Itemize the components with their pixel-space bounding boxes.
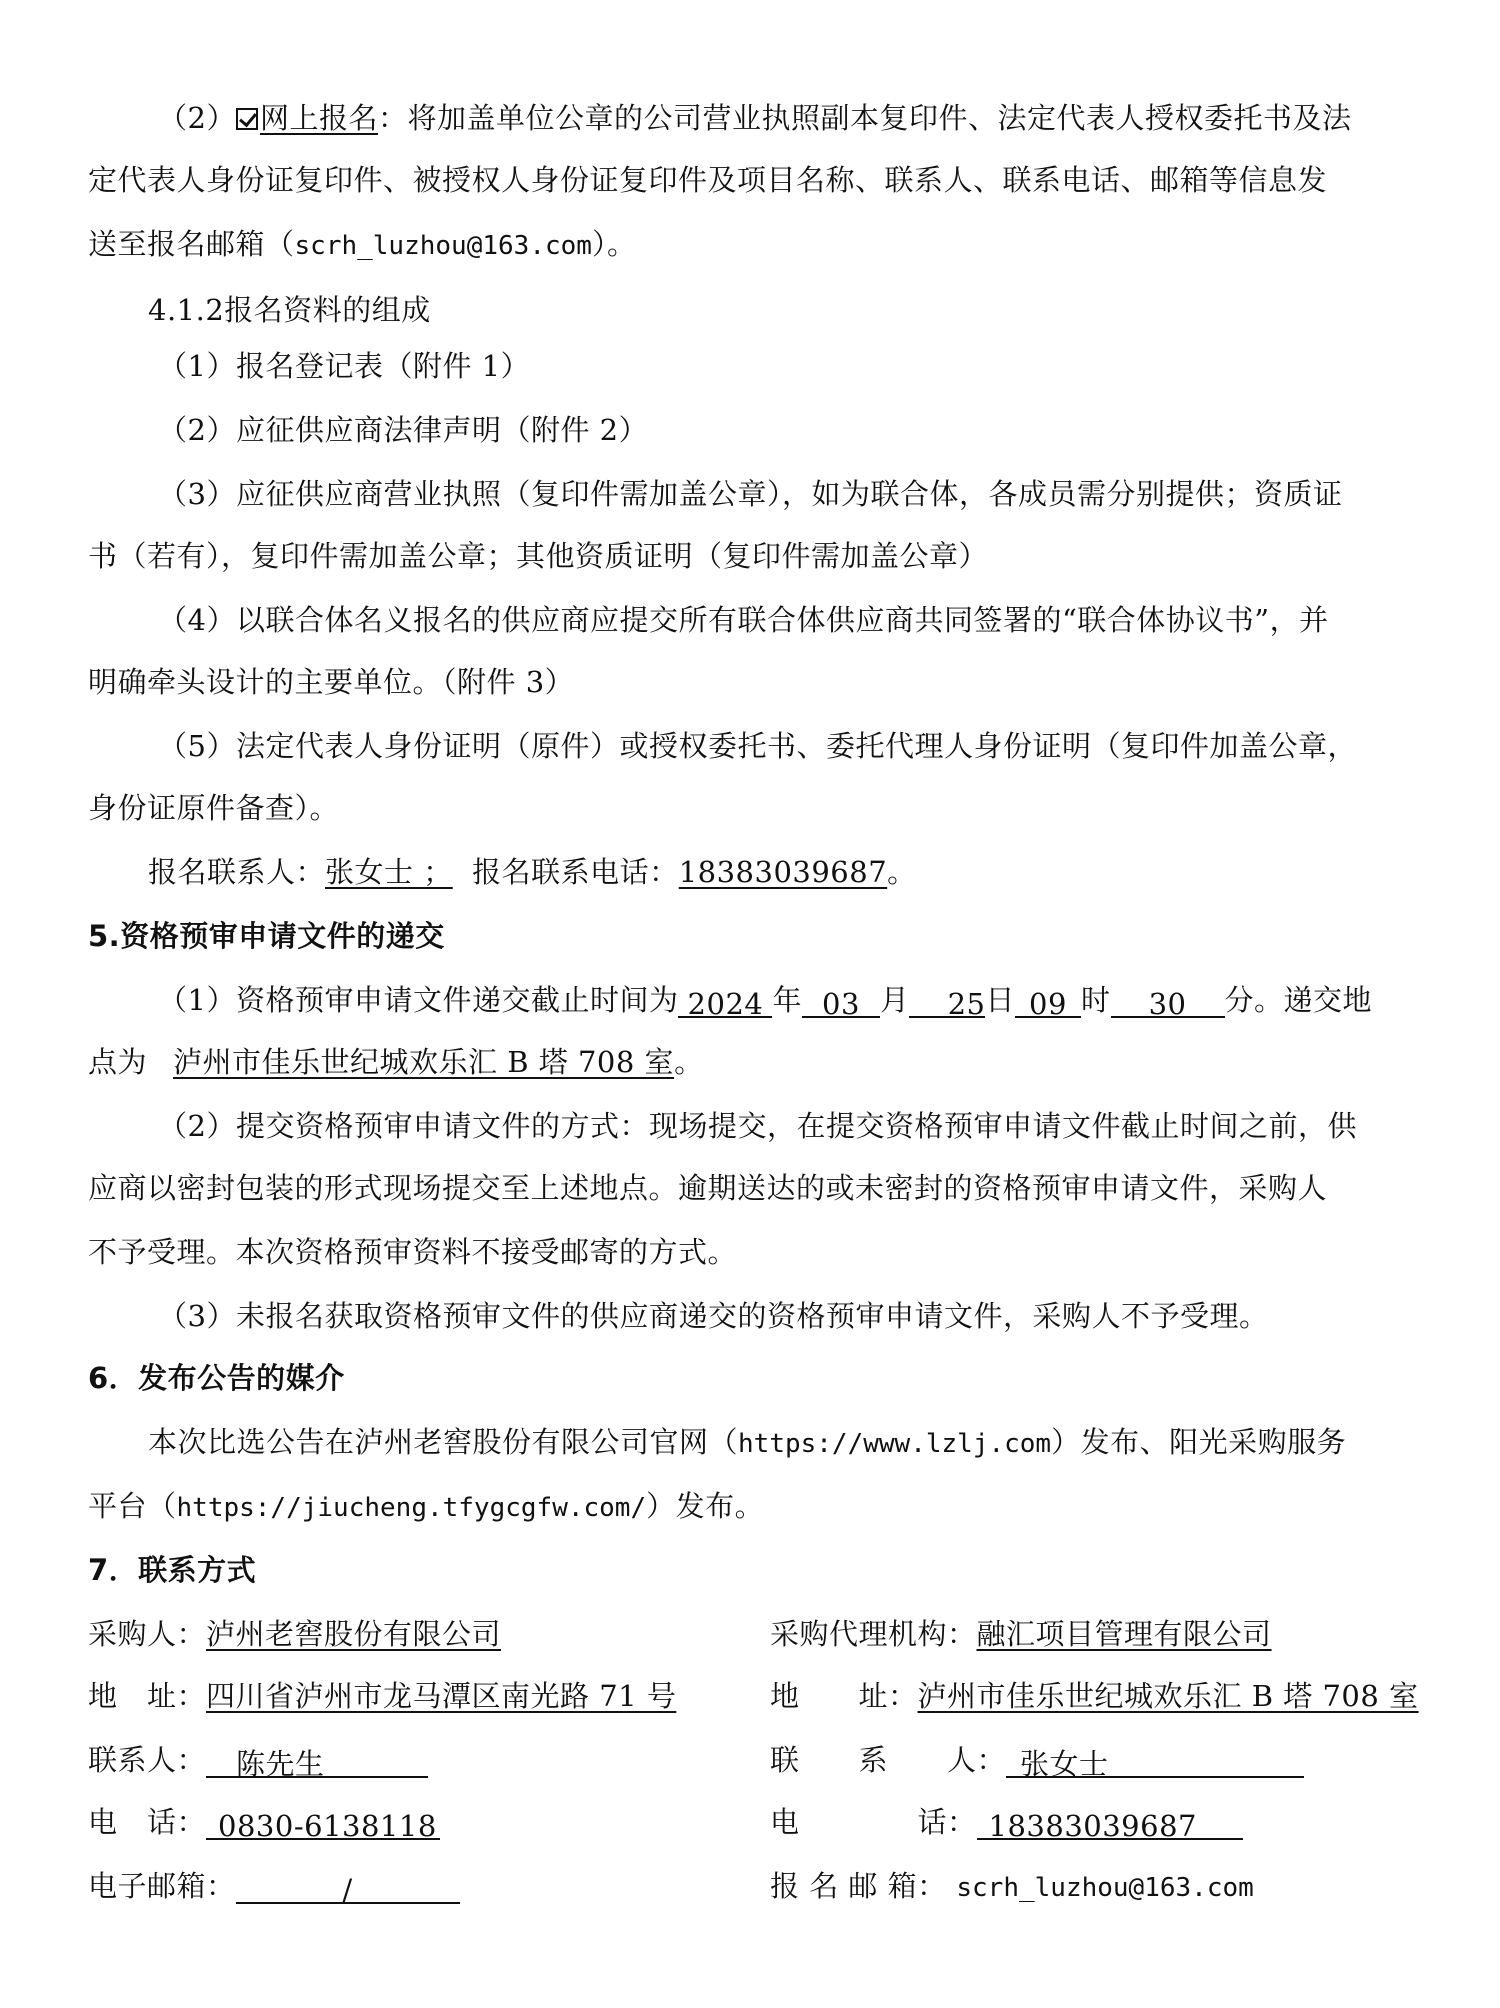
purchaser-name-row: 采购人：泸州老窖股份有限公司 — [88, 1617, 502, 1651]
deadline-hour: 09 — [1015, 986, 1081, 1018]
agency-address-row: 地 址：泸州市佳乐世纪城欢乐汇 B 塔 708 室 — [770, 1679, 1419, 1713]
purchaser-phone-row: 电 话： 0830-6138118 — [88, 1804, 440, 1840]
deadline-line: （1）资格预审申请文件递交截止时间为 2024 年 03 月 25日 09 时 30 分。递交地 — [158, 983, 1373, 1021]
purchaser-email-row: 电子邮箱： / — [88, 1868, 460, 1904]
purchaser-phone: 0830-6138118 — [206, 1808, 440, 1840]
online-registration-line-3: 送至报名邮箱（scrh_luzhou@163.com）。 — [88, 227, 637, 261]
material-item-5-line-2: 身份证原件备查）。 — [88, 791, 340, 825]
agency-email[interactable]: scrh_luzhou@163.com — [956, 1873, 1254, 1903]
unregistered-rejection-line: （3）未报名获取资格预审文件的供应商递交的资格预审申请文件，采购人不予受理。 — [158, 1299, 1269, 1333]
online-registration-line-1: （2） 网上报名：将加盖单位公章的公司营业执照副本复印件、法定代表人授权委托书及法 — [158, 101, 1352, 135]
purchaser-name: 泸州老窖股份有限公司 — [206, 1617, 502, 1651]
deadline-minute: 30 — [1111, 986, 1225, 1018]
agency-name-row: 采购代理机构：融汇项目管理有限公司 — [770, 1617, 1272, 1651]
material-item-2: （2）应征供应商法律声明（附件 2） — [158, 413, 649, 447]
checkbox-checked-icon[interactable] — [236, 108, 258, 130]
deadline-year: 2024 — [678, 986, 772, 1018]
agency-name: 融汇项目管理有限公司 — [976, 1617, 1272, 1651]
official-site-link[interactable]: https://www.lzlj.com — [738, 1429, 1052, 1459]
media-line-1: 本次比选公告在泸州老窖股份有限公司官网（https://www.lzlj.com）发布、阳光采购服务 — [148, 1425, 1347, 1459]
agency-phone-row: 电 话： 18383039687 — [770, 1804, 1243, 1840]
deadline-month: 03 — [802, 986, 880, 1018]
section-7-heading: 7．联系方式 — [88, 1553, 257, 1587]
material-item-4-line-1: （4）以联合体名义报名的供应商应提交所有联合体供应商共同签署的“联合体协议书”，并 — [158, 603, 1329, 637]
submission-location: 泸州市佳乐世纪城欢乐汇 B 塔 708 室 — [173, 1045, 675, 1079]
material-item-3-line-1: （3）应征供应商营业执照（复印件需加盖公章），如为联合体，各成员需分别提供；资质证 — [158, 477, 1343, 511]
submission-method-line-2: 应商以密封包装的形式现场提交至上述地点。逾期送达的或未密封的资格预审申请文件，采购人 — [88, 1171, 1328, 1205]
online-registration-line-2: 定代表人身份证复印件、被授权人身份证复印件及项目名称、联系人、联系电话、邮箱等信息发 — [88, 163, 1328, 197]
online-registration-option[interactable]: 网上报名 — [236, 101, 378, 135]
material-item-4-line-2: 明确牵头设计的主要单位。（附件 3） — [88, 665, 575, 699]
procurement-platform-link[interactable]: https://jiucheng.tfygcgfw.com/ — [176, 1493, 647, 1523]
registration-contact-line: 报名联系人：张女士 ； 报名联系电话：18383039687。 — [148, 855, 917, 889]
agency-address: 泸州市佳乐世纪城欢乐汇 B 塔 708 室 — [917, 1679, 1419, 1713]
section-5-heading: 5.资格预审申请文件的递交 — [88, 919, 445, 953]
submission-method-line-3: 不予受理。本次资格预审资料不接受邮寄的方式。 — [88, 1235, 738, 1269]
registration-contact-person: 张女士 ； — [325, 855, 453, 889]
agency-phone: 18383039687 — [977, 1808, 1243, 1840]
agency-email-row: 报 名 邮 箱： scrh_luzhou@163.com — [770, 1869, 1254, 1903]
material-item-5-line-1: （5）法定代表人身份证明（原件）或授权委托书、委托代理人身份证明（复印件加盖公章， — [158, 729, 1357, 763]
purchaser-contact: 陈先生 — [206, 1746, 428, 1778]
registration-contact-phone: 18383039687 — [678, 855, 888, 889]
deadline-day: 25 — [909, 986, 985, 1018]
section-6-heading: 6．发布公告的媒介 — [88, 1361, 345, 1395]
material-item-3-line-2: 书（若有），复印件需加盖公章；其他资质证明（复印件需加盖公章） — [88, 539, 989, 573]
purchaser-address: 四川省泸州市龙马潭区南光路 71 号 — [206, 1679, 677, 1713]
purchaser-contact-row: 联系人： 陈先生 — [88, 1742, 428, 1778]
purchaser-email: / — [236, 1872, 460, 1904]
agency-contact-row: 联 系 人： 张女士 — [770, 1742, 1304, 1778]
media-line-2: 平台（https://jiucheng.tfygcgfw.com/）发布。 — [88, 1489, 765, 1523]
submission-location-line: 点为 泸州市佳乐世纪城欢乐汇 B 塔 708 室。 — [88, 1045, 704, 1079]
purchaser-address-row: 地 址：四川省泸州市龙马潭区南光路 71 号 — [88, 1679, 677, 1713]
agency-contact: 张女士 — [1006, 1746, 1304, 1778]
material-item-1: （1）报名登记表（附件 1） — [158, 349, 531, 383]
registration-email[interactable]: scrh_luzhou@163.com — [294, 231, 592, 261]
materials-subheading: 4.1.2报名资料的组成 — [148, 293, 431, 327]
submission-method-line-1: （2）提交资格预审申请文件的方式：现场提交，在提交资格预审申请文件截止时间之前，供 — [158, 1109, 1357, 1143]
